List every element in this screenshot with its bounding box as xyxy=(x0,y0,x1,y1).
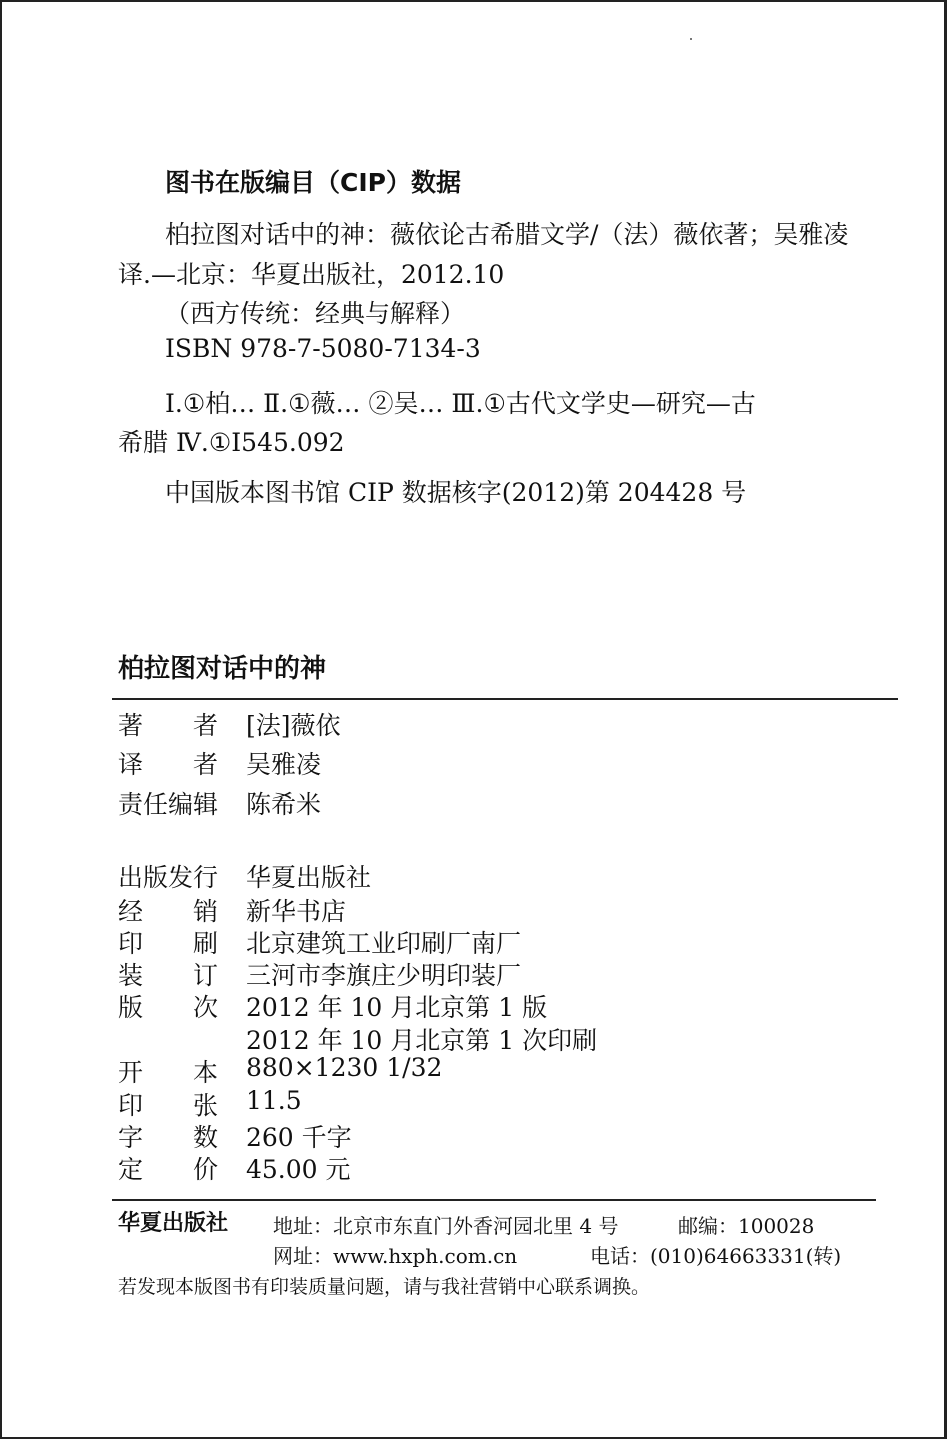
spec-label-part: 版 xyxy=(118,993,144,1022)
spec-value: 北京建筑工业印刷厂南厂 xyxy=(246,929,522,958)
spec-label-part: 译 xyxy=(118,750,144,779)
publisher-name: 华夏出版社 xyxy=(118,1211,229,1236)
spec-label-part: 印 xyxy=(118,1091,144,1120)
spec-label xyxy=(118,745,218,781)
spec-value: 三河市李旗庄少明印装厂 xyxy=(246,961,522,990)
spec-label xyxy=(118,1086,218,1122)
cip-record-number: 中国版本图书馆 CIP 数据核字(2012)第 204428 号 xyxy=(165,478,747,507)
spec-label xyxy=(118,924,218,960)
spec-label-part: 责任编辑 xyxy=(118,790,219,819)
spec-label-part: 订 xyxy=(192,961,218,990)
spec-value: 880×1230 1/32 xyxy=(246,1053,443,1082)
scan-speck xyxy=(690,38,692,40)
title-rule xyxy=(112,698,898,700)
spec-label-part: 数 xyxy=(192,1123,218,1152)
publisher-postcode: 邮编：100028 xyxy=(678,1214,815,1238)
spec-label-part: 次 xyxy=(192,993,218,1022)
spec-value: 2012 年 10 月北京第 1 次印刷 xyxy=(246,1026,598,1055)
cip-line-2: 译.—北京：华夏出版社，2012.10 xyxy=(118,260,505,289)
spec-label xyxy=(118,956,218,992)
spec-label-part: 者 xyxy=(192,750,218,779)
spec-label xyxy=(118,1118,218,1154)
cip-line-1: 柏拉图对话中的神：薇依论古希腊文学/（法）薇依著；吴雅凌 xyxy=(165,220,849,249)
spec-label xyxy=(118,1150,218,1186)
cip-isbn: ISBN 978-7-5080-7134-3 xyxy=(165,334,481,363)
spec-value: 11.5 xyxy=(246,1086,302,1115)
spec-label-part: 字 xyxy=(118,1123,144,1152)
cip-classification-2: 希腊 Ⅳ.①I545.092 xyxy=(118,428,345,457)
spec-label xyxy=(118,785,218,821)
spec-label-part: 经 xyxy=(118,897,144,926)
spec-label xyxy=(118,1053,218,1089)
spec-label-part: 者 xyxy=(192,711,218,740)
spec-label-part: 刷 xyxy=(192,929,218,958)
spec-label-part: 著 xyxy=(118,711,144,740)
spec-value: 陈希米 xyxy=(246,790,322,819)
spec-label-part: 印 xyxy=(118,929,144,958)
spec-value: [法]薇依 xyxy=(246,711,341,740)
spec-label-part: 本 xyxy=(192,1058,218,1087)
cip-line-3: （西方传统：经典与解释） xyxy=(165,299,466,328)
spec-label-part: 价 xyxy=(192,1155,218,1184)
spec-label-part: 定 xyxy=(118,1155,144,1184)
spec-label xyxy=(118,892,218,928)
spec-value: 260 千字 xyxy=(246,1123,352,1152)
spec-value: 2012 年 10 月北京第 1 版 xyxy=(246,993,548,1022)
quality-notice: 若发现本版图书有印装质量问题，请与我社营销中心联系调换。 xyxy=(118,1276,651,1298)
cip-classification-1: Ⅰ.①柏… Ⅱ.①薇… ②吴… Ⅲ.①古代文学史—研究—古 xyxy=(165,389,756,418)
spec-value: 45.00 元 xyxy=(246,1155,351,1184)
spec-value: 华夏出版社 xyxy=(246,863,372,892)
spec-label-part: 开 xyxy=(118,1058,144,1087)
spec-label-part: 装 xyxy=(118,961,144,990)
spec-label-part: 张 xyxy=(192,1091,218,1120)
spec-value: 新华书店 xyxy=(246,897,347,926)
cip-heading: 图书在版编目（CIP）数据 xyxy=(165,168,461,197)
spec-label xyxy=(118,706,218,742)
spec-value: 吴雅凌 xyxy=(246,750,322,779)
spec-label xyxy=(118,988,218,1024)
book-title: 柏拉图对话中的神 xyxy=(118,654,327,684)
spec-label-part: 出版发行 xyxy=(118,863,219,892)
spec-label-part: 销 xyxy=(192,897,218,926)
publisher-address: 地址：北京市东直门外香河园北里 4 号 xyxy=(273,1214,619,1238)
footer-rule xyxy=(112,1199,876,1201)
publisher-website: 网址：www.hxph.com.cn xyxy=(273,1244,518,1268)
publisher-phone: 电话：(010)64663331(转) xyxy=(590,1244,842,1268)
spec-label xyxy=(118,858,218,894)
